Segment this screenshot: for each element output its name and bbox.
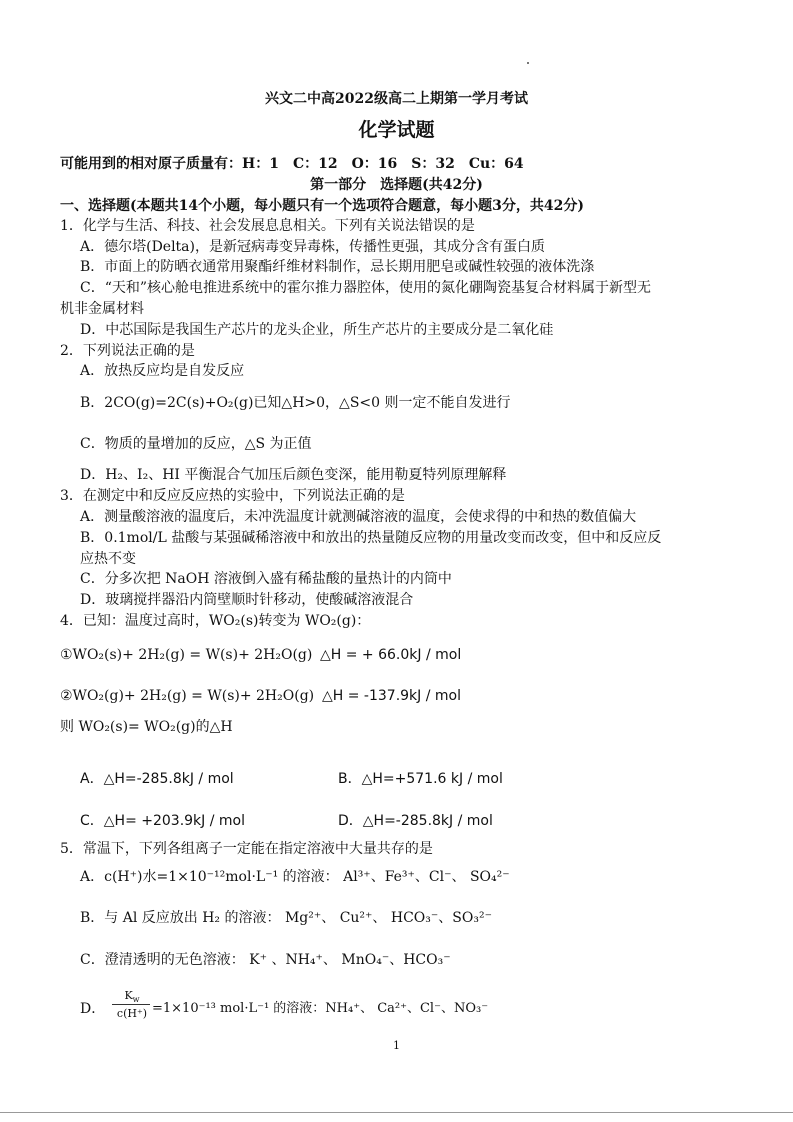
question-2-option-b: B．2CO(g)=2C(s)+O₂(g)已知△H>0，△S<0 则一定不能自发进行 — [80, 395, 511, 411]
equation-1-enthalpy: △H = + 66.0kJ / mol — [320, 647, 462, 663]
question-1-option-c-cont: 机非金属材料 — [60, 301, 144, 317]
question-1-option-d: D．中芯国际是我国生产芯片的龙头企业，所生产芯片的主要成分是二氧化硅 — [80, 322, 554, 338]
question-4-option-b: B．△H=+571.6 kJ / mol — [338, 771, 503, 787]
question-5-option-d-label: D． — [80, 1001, 106, 1017]
question-3-option-b-cont: 应热不变 — [80, 551, 136, 567]
question-4-stem: 4．已知：温度过高时，WO₂(s)转变为 WO₂(g)： — [60, 613, 371, 629]
question-3-stem: 3．在测定中和反应反应热的实验中，下列说法正确的是 — [60, 488, 405, 504]
question-5-option-c: C．澄清透明的无色溶液： K⁺ 、NH₄⁺、 MnO₄⁻、HCO₃⁻ — [80, 952, 451, 968]
question-4-option-d: D．△H=-285.8kJ / mol — [338, 813, 493, 829]
question-3-option-d: D．玻璃搅拌器沿内筒壁顺时针移动，使酸碱溶液混合 — [80, 592, 414, 608]
footer-rule — [0, 1112, 793, 1113]
equation-2: ②WO₂(g)+ 2H₂(g) = W(s)+ 2H₂O(g) — [60, 688, 315, 704]
kw-denominator: c(H⁺) — [116, 1007, 148, 1020]
equation-1: ①WO₂(s)+ 2H₂(g) = W(s)+ 2H₂O(g) — [60, 647, 313, 663]
school-title: 兴文二中高2022级高二上期第一学月考试 — [265, 91, 528, 107]
section-title: 一、选择题(本题共14个小题，每小题只有一个选项符合题意，每小题3分，共42分) — [60, 198, 584, 214]
question-1-stem: 1．化学与生活、科技、社会发展息息相关。下列有关说法错误的是 — [60, 218, 475, 234]
question-2-stem: 2．下列说法正确的是 — [60, 343, 195, 359]
question-5-option-b: B．与 Al 反应放出 H₂ 的溶液： Mg²⁺、 Cu²⁺、 HCO₃⁻、SO₃²⁻ — [80, 910, 492, 926]
question-1-option-c: C．“天和”核心舱电推进系统中的霍尔推力器腔体，使用的氮化硼陶瓷基复合材料属于新型无 — [80, 280, 652, 296]
fraction-bar — [112, 1004, 150, 1005]
kw-numerator: $K_w$ — [124, 989, 140, 1005]
question-1-option-b: B．市面上的防晒衣通常用聚酯纤维材料制作，忌长期用肥皂或碱性较强的液体洗涤 — [80, 259, 595, 275]
question-2-option-c: C．物质的量增加的反应，△S 为正值 — [80, 436, 312, 452]
question-3-option-c: C．分多次把 NaOH 溶液倒入盛有稀盐酸的量热计的内筒中 — [80, 571, 452, 587]
question-3-option-a: A．测量酸溶液的温度后，未冲洗温度计就测碱溶液的温度，会使求得的中和热的数值偏大 — [80, 509, 637, 525]
question-5-option-d-rest: =1×10⁻¹³ mol·L⁻¹ 的溶液：NH₄⁺、 Ca²⁺、Cl⁻、NO₃⁻ — [152, 1001, 489, 1016]
question-4-option-a: A．△H=-285.8kJ / mol — [80, 771, 234, 787]
question-5-option-a: A．c(H⁺)水=1×10⁻¹²mol·L⁻¹ 的溶液： Al³⁺、Fe³⁺、Cl⁻、 SO₄²⁻ — [80, 869, 510, 885]
atomic-masses: 可能用到的相对原子质量有：H：1 C：12 O：16 S：32 Cu：64 — [60, 156, 524, 172]
page-number: 1 — [393, 1039, 400, 1052]
question-2-option-a: A．放热反应均是自发反应 — [80, 363, 245, 379]
equation-2-enthalpy: △H = -137.9kJ / mol — [322, 688, 462, 704]
question-3-option-b: B．0.1mol/L 盐酸与某强碱稀溶液中和放出的热量随反应物的用量改变而改变，但中和反应反 — [80, 530, 662, 546]
speck — [527, 62, 529, 64]
question-1-option-a: A．德尔塔(Delta)，是新冠病毒变异毒株，传播性更强，其成分含有蛋白质 — [80, 239, 545, 255]
question-4-ask: 则 WO₂(s)= WO₂(g)的△H — [60, 719, 233, 735]
question-5-stem: 5．常温下，下列各组离子一定能在指定溶液中大量共存的是 — [60, 841, 433, 857]
question-4-option-c: C．△H= +203.9kJ / mol — [80, 813, 246, 829]
question-2-option-d: D．H₂、I₂、HI 平衡混合气加压后颜色变深，能用勒夏特列原理解释 — [80, 467, 507, 483]
subject-title: 化学试题 — [358, 119, 435, 141]
part-title: 第一部分 选择题(共42分) — [310, 177, 483, 193]
